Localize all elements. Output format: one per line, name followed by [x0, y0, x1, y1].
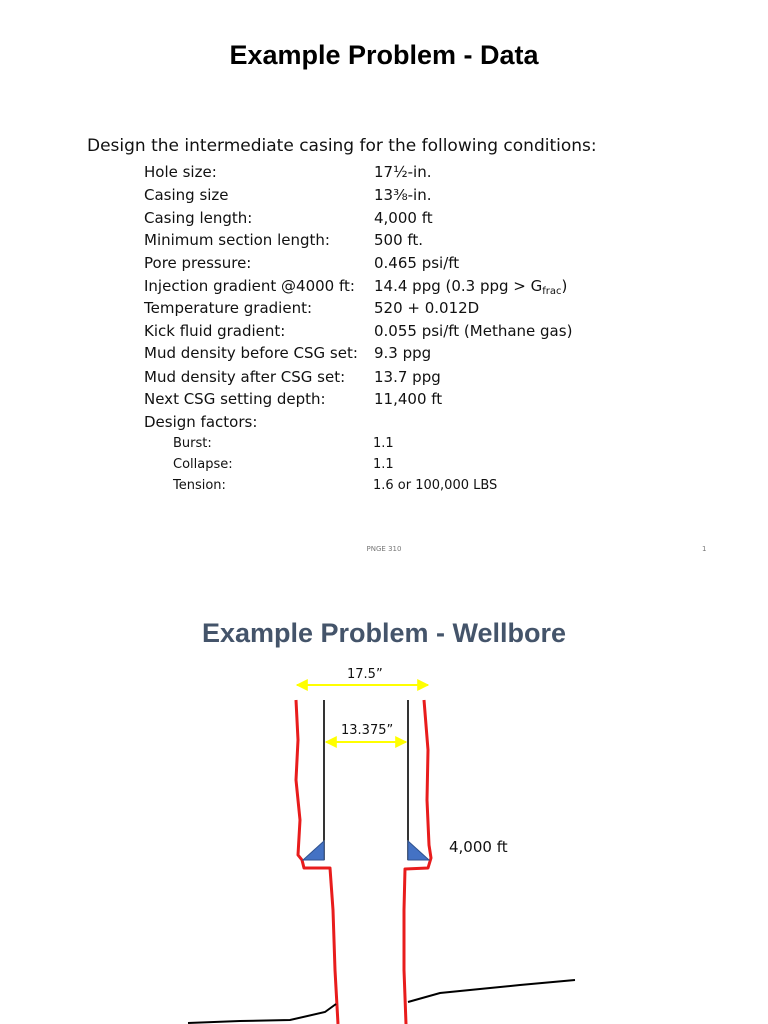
condition-value: 0.055 psi/ft (Methane gas): [374, 322, 573, 340]
condition-label: Casing size: [144, 186, 229, 204]
intro-text: Design the intermediate casing for the following conditions:: [87, 136, 597, 156]
hole-wall-left: [296, 700, 338, 1024]
condition-label: Injection gradient @4000 ft:: [144, 277, 355, 295]
condition-value: 17½-in.: [374, 163, 432, 181]
condition-value: 13.7 ppg: [374, 368, 441, 386]
formation-line-right: [408, 980, 575, 1002]
condition-value: 4,000 ft: [374, 209, 433, 227]
value-subscript: frac: [542, 286, 562, 297]
condition-value: [374, 277, 567, 301]
casing-shoe-left: [303, 841, 324, 860]
condition-value: 11,400 ft: [374, 390, 443, 408]
design-factor-value: 1.1: [373, 436, 394, 451]
condition-value: 9.3 ppg: [374, 344, 432, 362]
condition-label: Pore pressure:: [144, 254, 252, 272]
value-text: 14.4 ppg (0.3 ppg > G: [374, 277, 543, 295]
formation-line-left: [188, 1004, 336, 1023]
casing-shoe-right: [408, 841, 429, 860]
condition-value: 0.465 psi/ft: [374, 254, 460, 272]
condition-value: 520 + 0.012D: [374, 299, 480, 317]
slide-wellbore: [0, 580, 768, 1024]
condition-label: Minimum section length:: [144, 231, 330, 249]
condition-label: Casing length:: [144, 209, 253, 227]
slide-title: Example Problem - Data: [229, 40, 539, 70]
condition-label: Design factors:: [144, 413, 258, 431]
design-factor-value: 1.6 or 100,000 LBS: [373, 478, 498, 493]
casing-diameter-label: 13.375”: [341, 723, 394, 738]
hole-diameter-label: 17.5”: [347, 667, 383, 682]
setting-depth-label: 4,000 ft: [449, 838, 508, 856]
condition-label: Next CSG setting depth:: [144, 390, 326, 408]
condition-label: Mud density after CSG set:: [144, 368, 346, 386]
value-text: ): [561, 277, 568, 295]
condition-label: Temperature gradient:: [144, 299, 313, 317]
design-factor-value: 1.1: [373, 457, 394, 472]
slide-title: Example Problem - Wellbore: [201, 618, 567, 648]
design-factor-label: Burst:: [173, 436, 212, 451]
design-factor-label: Collapse:: [173, 457, 233, 472]
condition-label: Mud density before CSG set:: [144, 344, 358, 362]
page-number: 1: [702, 545, 707, 553]
design-factor-label: Tension:: [173, 478, 226, 493]
condition-label: Hole size:: [144, 163, 217, 181]
condition-value: 500 ft.: [374, 231, 424, 249]
slide-footer: PNGE 310: [366, 545, 402, 553]
condition-label: Kick fluid gradient:: [144, 322, 286, 340]
condition-value: 13⅜-in.: [374, 186, 432, 204]
wellbore-diagram: [0, 580, 768, 1024]
